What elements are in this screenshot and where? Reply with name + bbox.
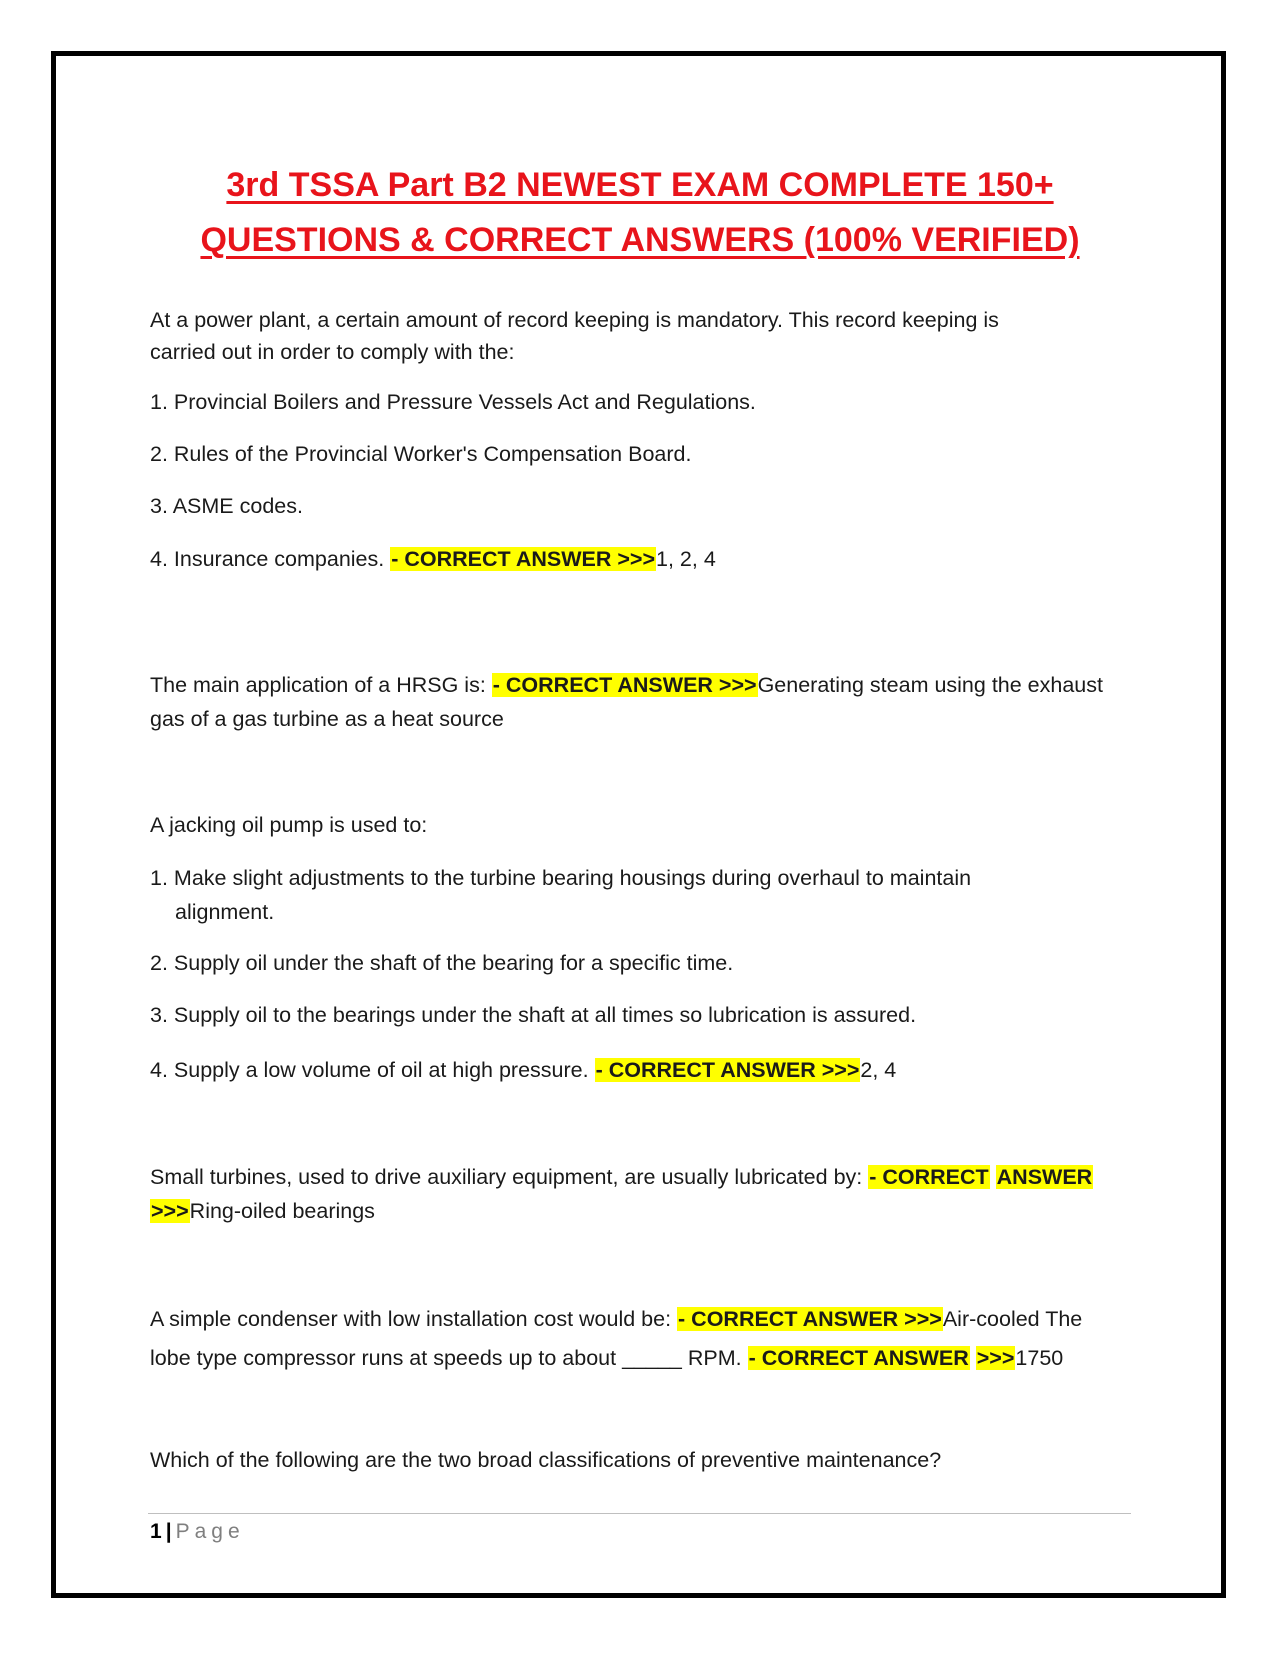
q2-answer-marker: - CORRECT ANSWER >>> bbox=[492, 673, 757, 697]
q1-option-4: 4. Insurance companies. bbox=[150, 547, 391, 571]
q3-option-3: 3. Supply oil to the bearings under the shaft at all times so lubrication is assured. bbox=[150, 1003, 917, 1027]
page-footer bbox=[150, 1517, 245, 1547]
q5-line-2 bbox=[150, 1341, 1063, 1375]
q3-option-4: 4. Supply a low volume of oil at high pressure. bbox=[150, 1058, 595, 1082]
page-label: Page bbox=[175, 1520, 245, 1543]
q4-line-1 bbox=[150, 1160, 1093, 1194]
q5-question-1: A simple condenser with low installation cost would be: bbox=[150, 1307, 678, 1331]
q3-option-4-line bbox=[150, 1053, 896, 1087]
q1-answer-marker: - CORRECT ANSWER >>> bbox=[391, 547, 656, 571]
q3-answer-marker: - CORRECT ANSWER >>> bbox=[595, 1058, 860, 1082]
document-title bbox=[140, 158, 1140, 268]
q4-line-2 bbox=[150, 1194, 375, 1228]
q1-answer: 1, 2, 4 bbox=[656, 547, 716, 571]
q1-option-2: 2. Rules of the Provincial Worker's Compensation Board. bbox=[150, 442, 692, 466]
q5-line-1 bbox=[150, 1302, 1082, 1336]
title-line-1: 3rd TSSA Part B2 NEWEST EXAM COMPLETE 150+ bbox=[226, 166, 1054, 204]
q3-answer: 2, 4 bbox=[860, 1058, 897, 1082]
q3-option-1b: alignment. bbox=[175, 900, 275, 924]
q1-option-4-line bbox=[150, 542, 716, 576]
q4-question: Small turbines, used to drive auxiliary equipment, are usually lubricated by: bbox=[150, 1165, 869, 1189]
q5-answer-1: Air-cooled The bbox=[942, 1307, 1083, 1331]
q4-answer: Ring-oiled bearings bbox=[189, 1199, 375, 1223]
q3-intro: A jacking oil pump is used to: bbox=[150, 813, 428, 837]
footer-divider bbox=[148, 1513, 1131, 1514]
q4-answer-marker-3: >>> bbox=[151, 1199, 189, 1223]
q5-answer-marker-2a: - CORRECT ANSWER bbox=[748, 1346, 969, 1370]
q4-answer-marker-1: - CORRECT bbox=[869, 1165, 989, 1189]
q1-intro-line-2: carried out in order to comply with the: bbox=[150, 340, 515, 364]
q6-question: Which of the following are the two broad classifications of preventive maintenance? bbox=[150, 1448, 942, 1472]
q2-question: The main application of a HRSG is: bbox=[150, 673, 492, 697]
q2-answer-part-2: gas of a gas turbine as a heat source bbox=[150, 707, 504, 731]
q5-question-2: lobe type compressor runs at speeds up to about _____ RPM. bbox=[150, 1346, 748, 1370]
footer-separator: | bbox=[165, 1520, 172, 1543]
q2-answer-part-1: Generating steam using the exhaust bbox=[757, 673, 1103, 697]
q1-option-1: 1. Provincial Boilers and Pressure Vessels Act and Regulations. bbox=[150, 390, 756, 414]
q3-option-1a: 1. Make slight adjustments to the turbine bearing housings during overhaul to maintain bbox=[150, 866, 972, 890]
q5-answer-2: 1750 bbox=[1015, 1346, 1064, 1370]
page-number: 1 bbox=[150, 1520, 162, 1543]
q5-answer-marker-1: - CORRECT ANSWER >>> bbox=[678, 1307, 942, 1331]
q4-answer-marker-2: ANSWER bbox=[996, 1165, 1093, 1189]
q1-option-3: 3. ASME codes. bbox=[150, 494, 303, 518]
title-line-2: QUESTIONS & CORRECT ANSWERS (100% VERIFIED) bbox=[200, 221, 1080, 259]
q5-answer-marker-2b: >>> bbox=[976, 1346, 1015, 1370]
q2-line-1 bbox=[150, 668, 1103, 702]
q1-intro-line-1: At a power plant, a certain amount of record keeping is mandatory. This record keeping is bbox=[150, 308, 999, 332]
q3-option-2: 2. Supply oil under the shaft of the bearing for a specific time. bbox=[150, 951, 734, 975]
